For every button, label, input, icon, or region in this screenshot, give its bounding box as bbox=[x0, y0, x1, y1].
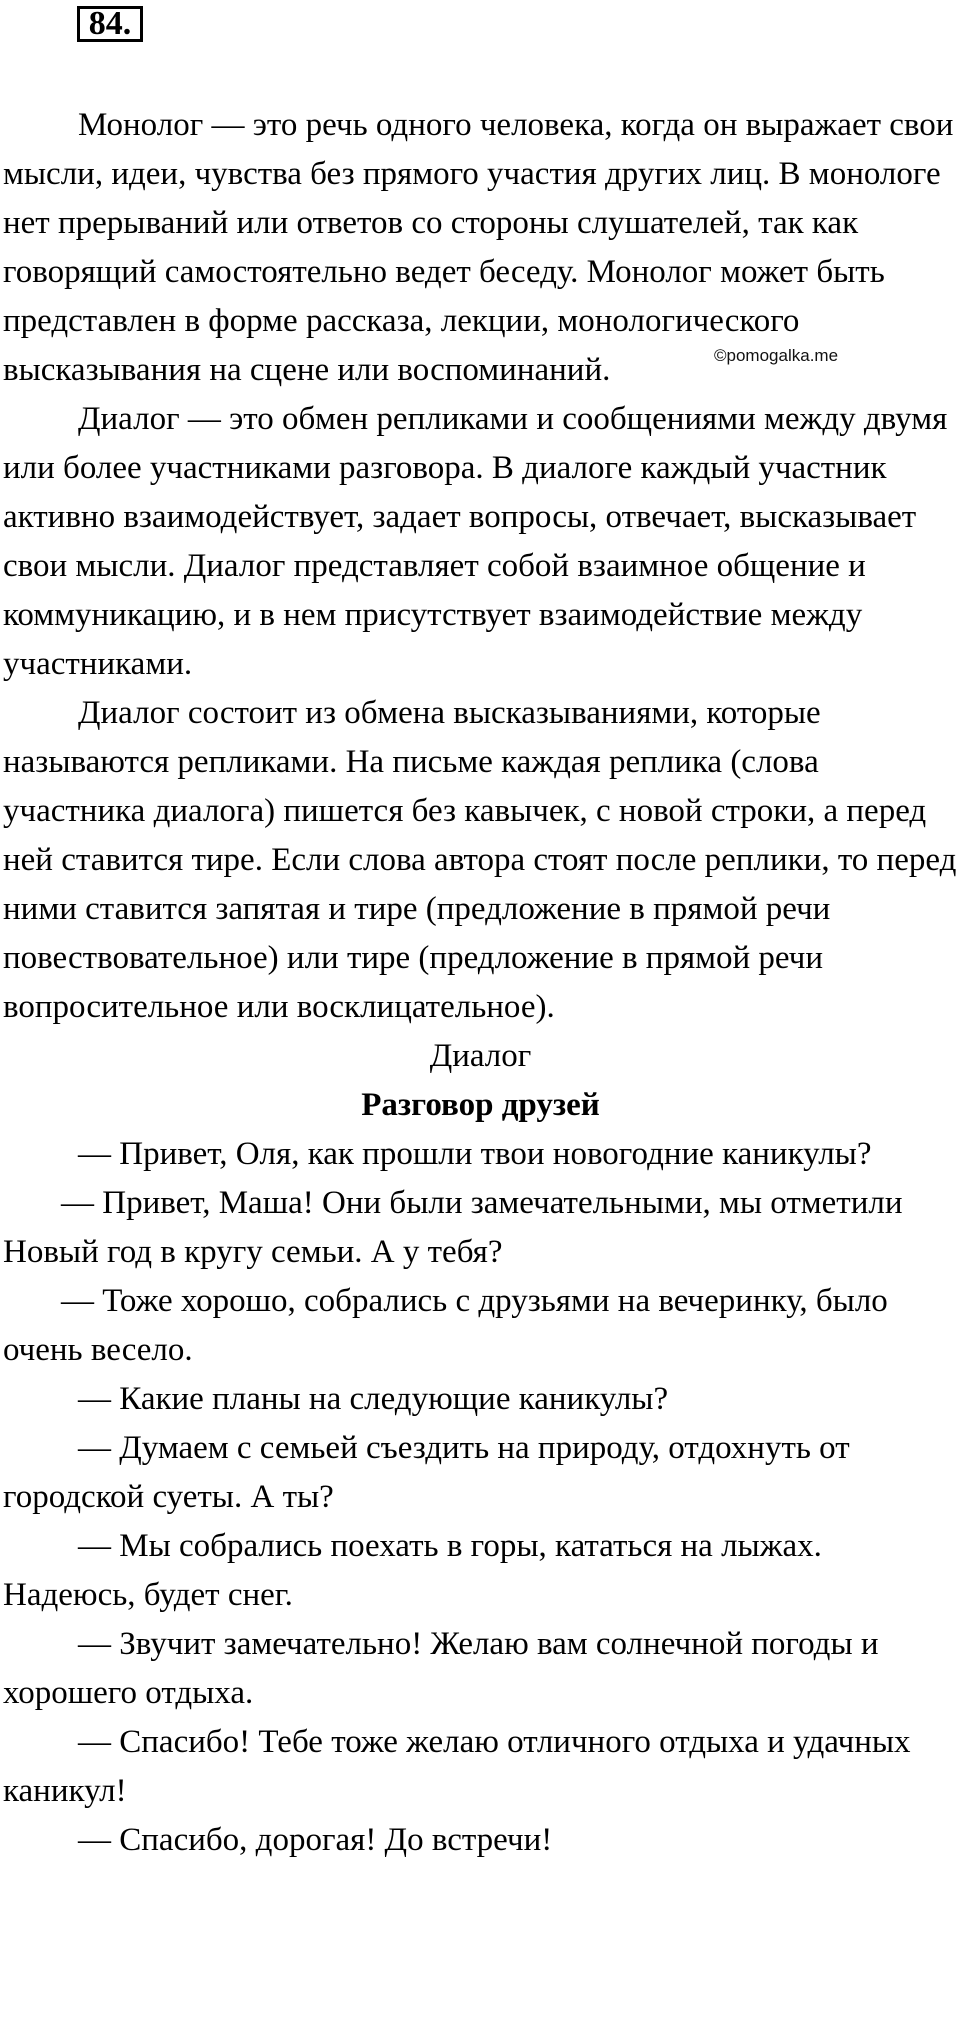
dialog-line: — Привет, Маша! Они были замечательными, мы отметили Новый год в кругу семьи. А у тебя? bbox=[3, 1185, 903, 1270]
paragraph-dialog-definition: Диалог — это обмен репликами и сообщениями между двумя или более участниками разговора. В диалоге каждый участник активно взаимодействует, задает вопросы, отвечает, высказывает свои мысли. Диалог представляет собой взаимное общение и коммуникацию, и в нем присутствует взаимодействие между участниками. bbox=[3, 401, 948, 682]
dialog-line: — Спасибо, дорогая! До встречи! bbox=[78, 1822, 553, 1858]
dialog-line: — Звучит замечательно! Желаю вам солнечной погоды и хорошего отдыха. bbox=[3, 1626, 879, 1711]
dialog-line: — Тоже хорошо, собрались с друзьями на вечеринку, было очень весело. bbox=[3, 1283, 888, 1368]
dialog-line: — Спасибо! Тебе тоже желаю отличного отдыха и удачных каникул! bbox=[3, 1724, 911, 1809]
dialog-line: — Какие планы на следующие каникулы? bbox=[78, 1381, 669, 1417]
paragraph-dialog-rules: Диалог состоит из обмена высказываниями, которые называются репликами. На письме каждая реплика (слова участника диалога) пишется без кавычек, с новой строки, а перед ней ставится тире. Если слова автора стоят после реплики, то перед ними ставится запятая и тире (предложение в прямой речи повествовательное) или тире (предложение в прямой речи вопросительное или восклицательное). bbox=[3, 695, 957, 1025]
task-number: 84. bbox=[77, 6, 143, 42]
dialog-heading: Диалог bbox=[429, 1038, 532, 1074]
dialog-title: Разговор друзей bbox=[361, 1087, 600, 1123]
dialog-line: — Привет, Оля, как прошли твои новогодние каникулы? bbox=[78, 1136, 872, 1172]
watermark: ©pomogalka.me bbox=[714, 346, 839, 365]
dialog-line: — Думаем с семьей съездить на природу, отдохнуть от городской суеты. А ты? bbox=[3, 1430, 850, 1515]
paragraph-monolog: Монолог — это речь одного человека, когда он выражает свои мысли, идеи, чувства без прямого участия других лиц. В монологе нет прерываний или ответов со стороны слушателей, так как говорящий самостоятельно ведет беседу. Монолог может быть представлен в форме рассказа, лекции, монологического высказывания на сцене или воспоминаний. bbox=[3, 107, 954, 388]
dialog-line: — Мы собрались поехать в горы, кататься на лыжах. Надеюсь, будет снег. bbox=[3, 1528, 822, 1613]
